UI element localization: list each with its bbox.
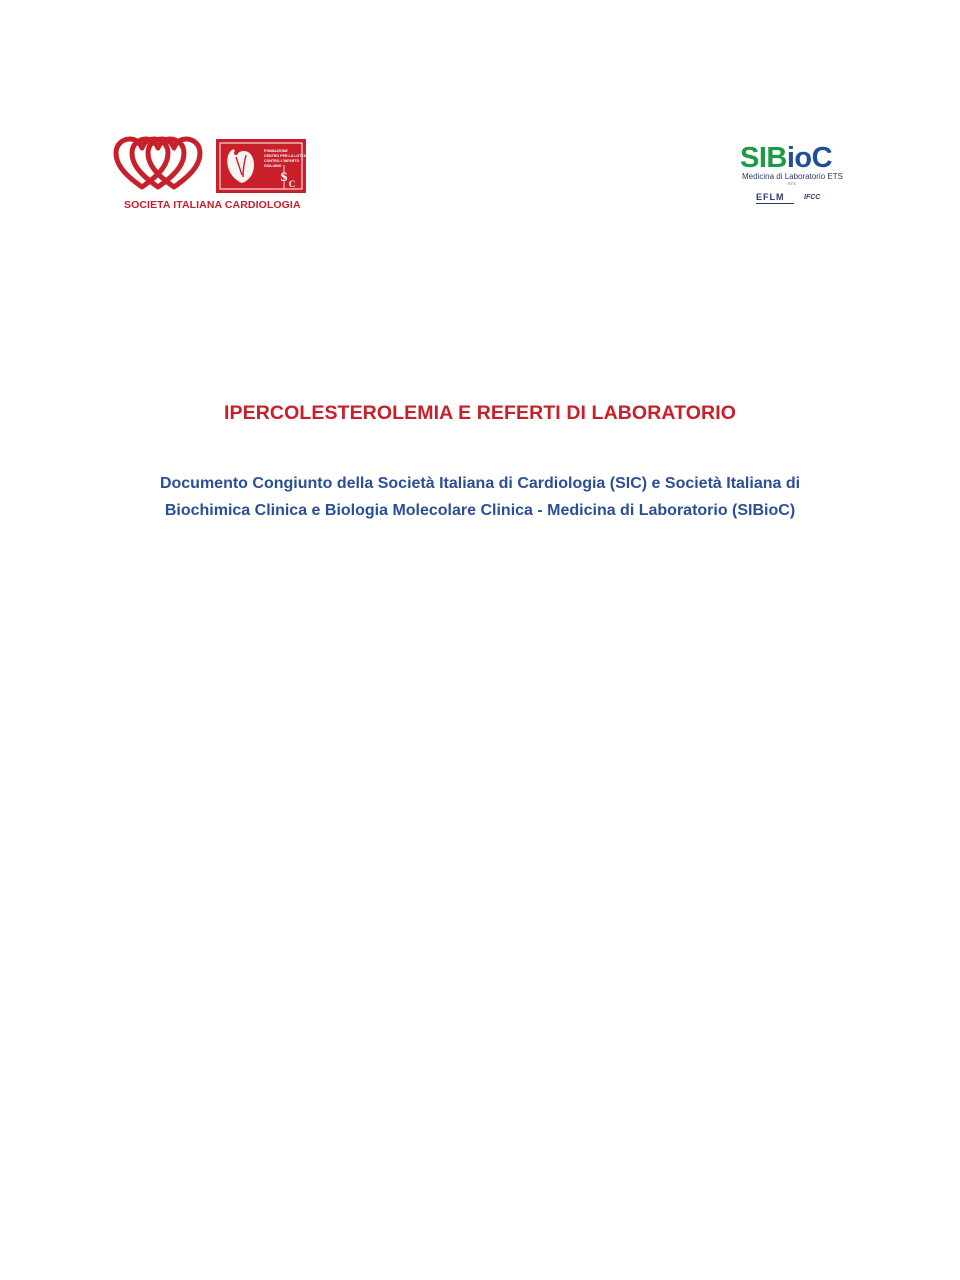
sic-badge-line: FONDAZIONE — [264, 149, 288, 153]
svg-text:C: C — [288, 179, 296, 189]
document-subtitle-line: Biochimica Clinica e Biologia Molecolare Clinica - Medicina di Laboratorio (SIBioC) — [164, 502, 796, 519]
sibioc-logo-title: SIBioC — [740, 142, 833, 174]
svg-text:S: S — [280, 169, 288, 184]
sic-badge-line: CENTRO PER LA LOTTA — [264, 154, 306, 158]
sibioc-logo — [738, 142, 850, 212]
sic-hearts-emblem — [112, 135, 312, 199]
document-title: IPERCOLESTEROLEMIA E REFERTI DI LABORATORIO — [223, 402, 737, 424]
sic-badge-line: GIULIANO — [264, 164, 282, 168]
document-subtitle-line: Documento Congiunto della Società Italiana di Cardiologia (SIC) e Società Italiana di — [159, 475, 801, 492]
sic-logo-name: SOCIETA ITALIANA CARDIOLOGIA — [124, 199, 301, 211]
sic-logo — [112, 135, 312, 215]
eflm-logo: EFLM — [756, 192, 785, 202]
sibioc-logo-subtitle: Medicina di Laboratorio ETS — [742, 172, 843, 181]
ifcc-logo: IFCC — [804, 194, 821, 201]
sic-badge-line: CONTRO L'INFARTO — [264, 159, 300, 163]
sibioc-registration: ETS — [788, 181, 796, 186]
document-subtitle — [100, 470, 860, 524]
eflm-underline — [756, 203, 794, 204]
